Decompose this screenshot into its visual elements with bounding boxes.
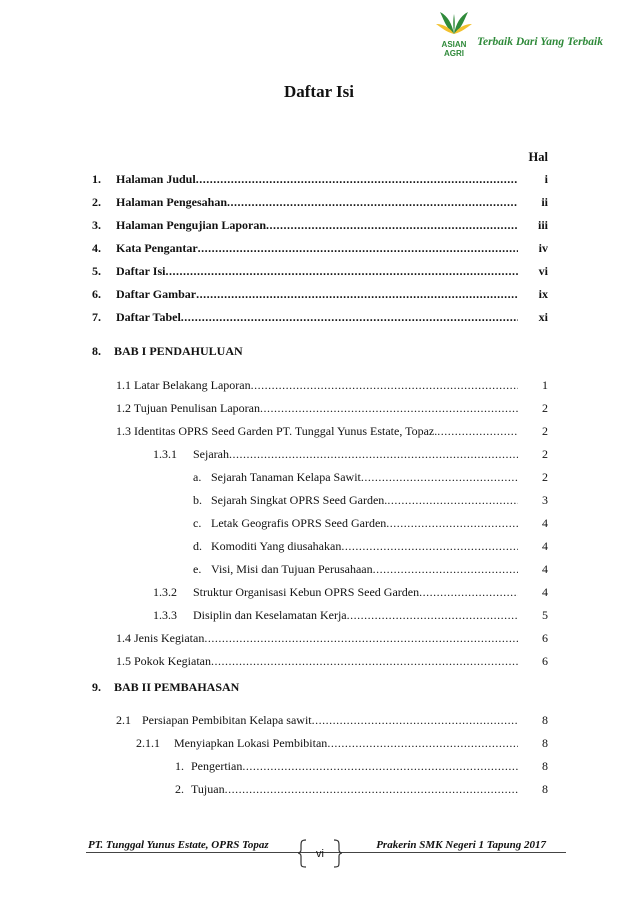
toc-entry-daftar-tabel[interactable]: 7. Daftar Tabel ..... xi [92,310,548,326]
chapter-heading-bab-2: 9. BAB II PEMBAHASAN [92,680,240,694]
toc-entry-halaman-pengujian[interactable]: 3. Halaman Pengujian Laporan ..... iii [92,218,548,234]
toc-entry-2-1-1[interactable]: 2.1.1 Menyiapkan Lokasi Pembibitan ..... 8 [136,736,548,752]
toc-entry-2-1-1-1[interactable]: 1. Pengertian ..... 8 [175,759,548,775]
toc-entry-1-3-2[interactable]: 1.3.2 Struktur Organisasi Kebun OPRS Seed Garden ..... 4 [153,585,548,601]
toc-entry-1-3-1-d[interactable]: d. Komoditi Yang diusahakan ..... 4 [193,539,548,555]
toc-entry-halaman-judul[interactable]: 1. Halaman Judul ..... i [92,172,548,188]
asian-agri-logo [432,10,476,62]
toc-entry-1-3-1-a[interactable]: a. Sejarah Tanaman Kelapa Sawit ..... 2 [193,470,548,486]
toc-entry-1-3-3[interactable]: 1.3.3 Disiplin dan Keselamatan Kerja ..... 5 [153,608,548,624]
tagline: Terbaik Dari Yang Terbaik [477,36,603,48]
toc-entry-daftar-isi[interactable]: 5. Daftar Isi ..... vi [92,264,548,280]
page-title: Daftar Isi [283,82,355,101]
page-number-box [298,838,342,868]
hal-label: Hal [528,150,548,164]
toc-entry-1-3-1-e[interactable]: e. Visi, Misi dan Tujuan Perusahaan ..... 4 [193,562,548,578]
toc-entry-1-5[interactable]: 1.5 Pokok Kegiatan ..... 6 [116,654,548,670]
toc-entry-1-3-1[interactable]: 1.3.1 Sejarah ..... 2 [153,447,548,463]
footer-left-text: PT. Tunggal Yunus Estate, OPRS Topaz [88,839,269,851]
page-number: vi [316,848,324,860]
footer-right-text: Prakerin SMK Negeri 1 Tapung 2017 [376,839,546,851]
logo-text-agri: AGRI [444,49,464,58]
toc-entry-halaman-pengesahan[interactable]: 2. Halaman Pengesahan ..... ii [92,195,548,211]
toc-entry-daftar-gambar[interactable]: 6. Daftar Gambar ..... ix [92,287,548,303]
toc-entry-kata-pengantar[interactable]: 4. Kata Pengantar ..... iv [92,241,548,257]
toc-entry-1-3-1-b[interactable]: b. Sejarah Singkat OPRS Seed Garden. ..... 3 [193,493,548,509]
toc-entry-1-4[interactable]: 1.4 Jenis Kegiatan ..... 6 [116,631,548,647]
toc-entry-1-3-1-c[interactable]: c. Letak Geografis OPRS Seed Garden ..... 4 [193,516,548,532]
logo-text-asian: ASIAN [441,40,467,49]
toc-entry-2-1-1-2[interactable]: 2. Tujuan ..... 8 [175,782,548,798]
toc-entry-1-1[interactable]: 1.1 Latar Belakang Laporan ..... 1 [116,378,548,394]
toc-entry-1-2[interactable]: 1.2 Tujuan Penulisan Laporan ..... 2 [116,401,548,417]
chapter-heading-bab-1: 8. BAB I PENDAHULUAN [92,344,243,358]
toc-entry-1-3[interactable]: 1.3 Identitas OPRS Seed Garden PT. Tunggal Yunus Estate, Topaz. ..... 2 [116,424,548,440]
toc-entry-2-1[interactable]: 2.1 Persiapan Pembibitan Kelapa sawit ..... 8 [116,713,548,729]
